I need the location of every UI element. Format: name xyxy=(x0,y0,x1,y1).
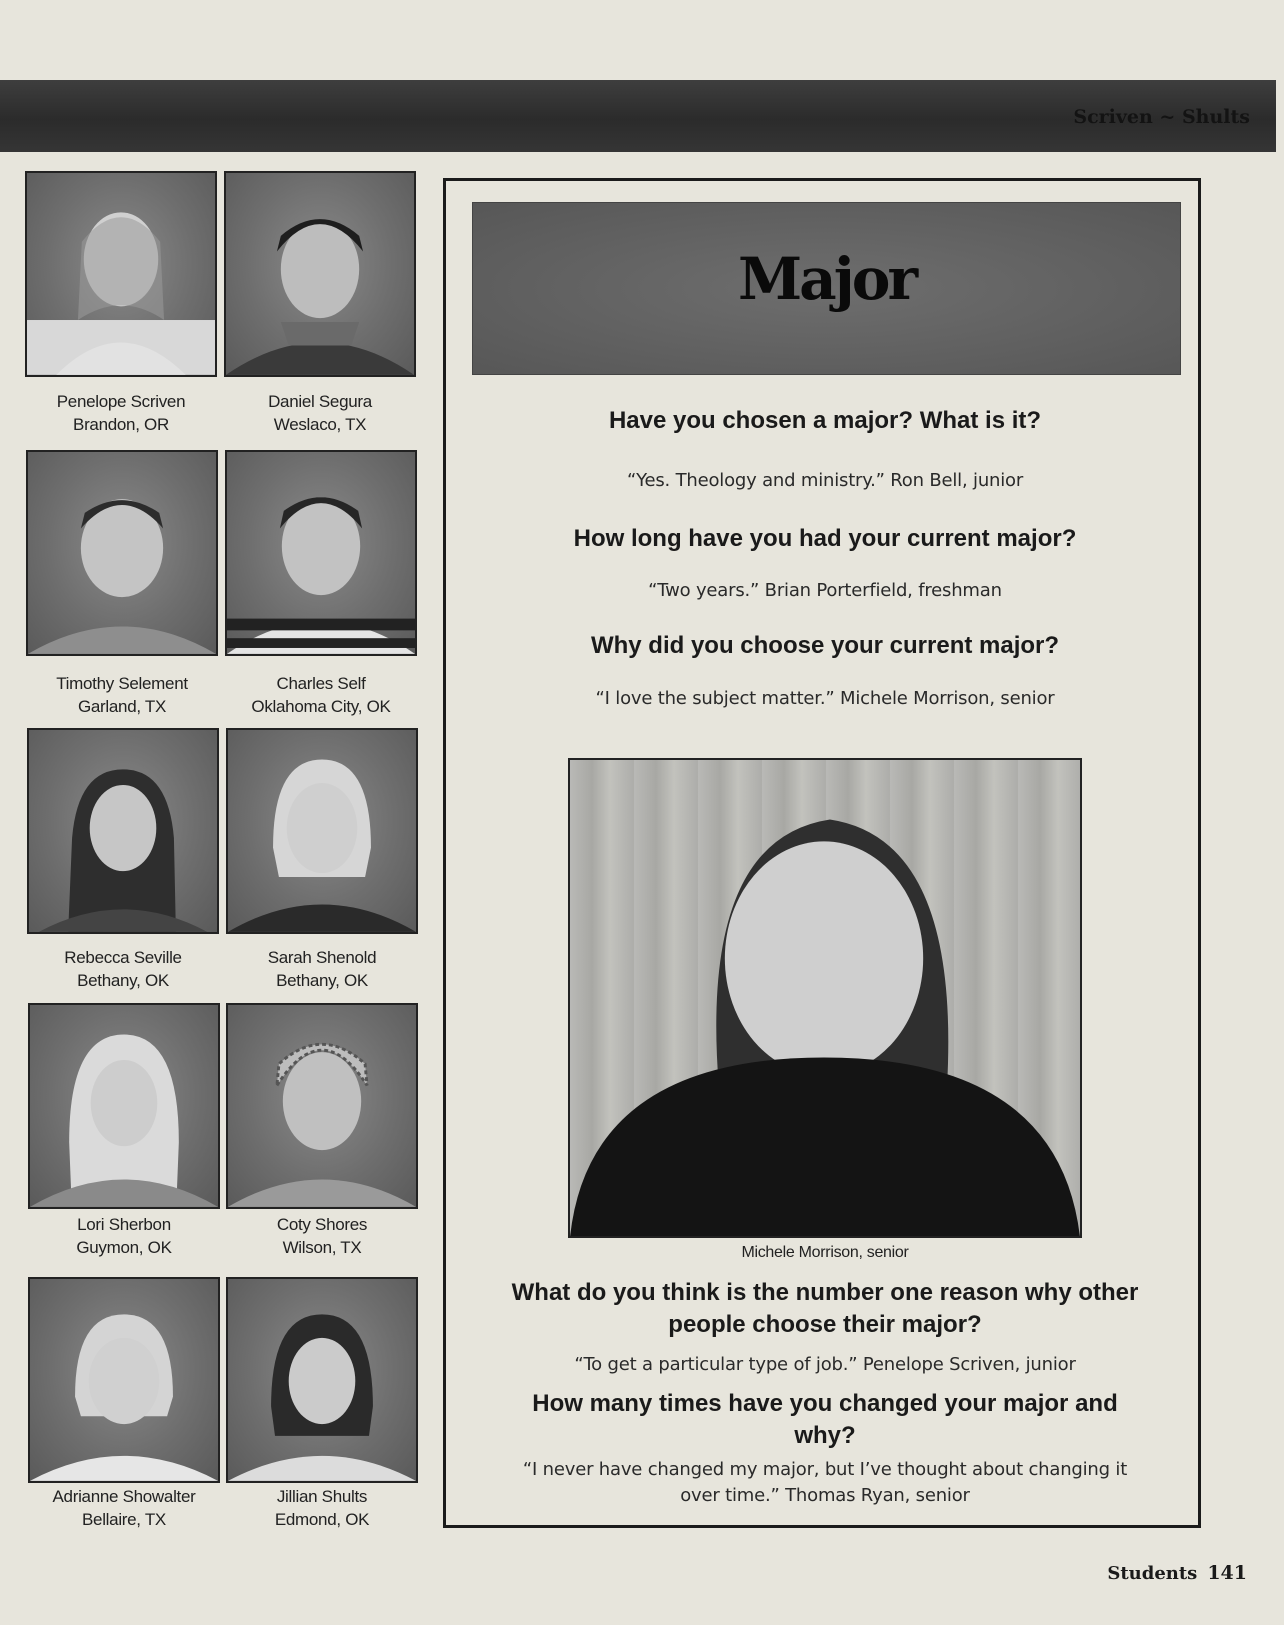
section-name: Students xyxy=(1107,1563,1198,1584)
portrait-photo xyxy=(27,728,219,934)
student-hometown: Bethany, OK xyxy=(77,971,169,990)
portrait-caption xyxy=(24,1213,224,1259)
page-footer xyxy=(1107,1562,1247,1584)
student-hometown: Edmond, OK xyxy=(274,1510,370,1529)
feature-photo-caption: Michele Morrison, senior xyxy=(741,1244,909,1261)
student-name: Charles Self xyxy=(276,674,366,693)
portrait-photo xyxy=(226,728,418,934)
portrait-caption xyxy=(222,1213,422,1259)
portrait-photo xyxy=(226,1277,418,1483)
feature-panel xyxy=(443,178,1201,1528)
student-hometown: Garland, TX xyxy=(77,697,167,716)
portrait-caption xyxy=(23,946,223,992)
feature-title: Major xyxy=(737,245,915,313)
portrait-caption xyxy=(222,1485,422,1531)
portrait-caption xyxy=(21,390,221,436)
answer: “I love the subject matter.” Michele Morrison, senior xyxy=(595,688,1055,709)
student-name: Rebecca Seville xyxy=(64,948,182,967)
student-name: Sarah Shenold xyxy=(267,948,377,967)
student-name: Lori Sherbon xyxy=(77,1215,171,1234)
student-name: Daniel Segura xyxy=(268,392,372,411)
student-hometown: Bethany, OK xyxy=(276,971,368,990)
question: How many times have you changed your major and why? xyxy=(532,1390,1118,1449)
student-hometown: Guymon, OK xyxy=(76,1238,172,1257)
student-name: Adrianne Showalter xyxy=(52,1487,196,1506)
student-name: Penelope Scriven xyxy=(56,392,186,411)
portrait-caption xyxy=(22,672,222,718)
student-hometown: Weslaco, TX xyxy=(273,415,367,434)
student-name: Timothy Selement xyxy=(56,674,188,693)
answer: “I never have changed my major, but I’ve thought about changing it over time.” Thomas Ryan, senior xyxy=(522,1459,1128,1506)
header-band xyxy=(0,80,1276,152)
student-hometown: Bellaire, TX xyxy=(82,1510,166,1529)
student-hometown: Wilson, TX xyxy=(282,1238,362,1257)
title-box xyxy=(472,202,1181,375)
question: How long have you had your current major? xyxy=(573,525,1077,552)
answer: “Yes. Theology and ministry.” Ron Bell, junior xyxy=(626,470,1024,491)
answer: “To get a particular type of job.” Penelope Scriven, junior xyxy=(574,1354,1076,1375)
student-name: Coty Shores xyxy=(276,1215,368,1234)
portrait-caption xyxy=(24,1485,224,1531)
portrait-photo xyxy=(225,450,417,656)
portrait-photo xyxy=(28,1003,220,1209)
question: What do you think is the number one reason why other people choose their major? xyxy=(511,1279,1139,1338)
portrait-caption xyxy=(220,390,420,436)
portrait-photo xyxy=(26,450,218,656)
header-tag: Scriven ~ Shults xyxy=(1073,106,1250,128)
answer: “Two years.” Brian Porterfield, freshman xyxy=(648,580,1002,601)
page-number: 141 xyxy=(1207,1562,1247,1584)
portrait-caption xyxy=(221,672,421,718)
student-name: Jillian Shults xyxy=(276,1487,368,1506)
feature-photo xyxy=(568,758,1082,1238)
student-hometown: Oklahoma City, OK xyxy=(251,697,391,716)
portrait-photo xyxy=(226,1003,418,1209)
student-hometown: Brandon, OR xyxy=(73,415,169,434)
question: Why did you choose your current major? xyxy=(590,632,1060,659)
question: Have you chosen a major? What is it? xyxy=(608,407,1042,434)
portrait-caption xyxy=(222,946,422,992)
portrait-photo xyxy=(28,1277,220,1483)
portrait-photo xyxy=(25,171,217,377)
portrait-photo xyxy=(224,171,416,377)
